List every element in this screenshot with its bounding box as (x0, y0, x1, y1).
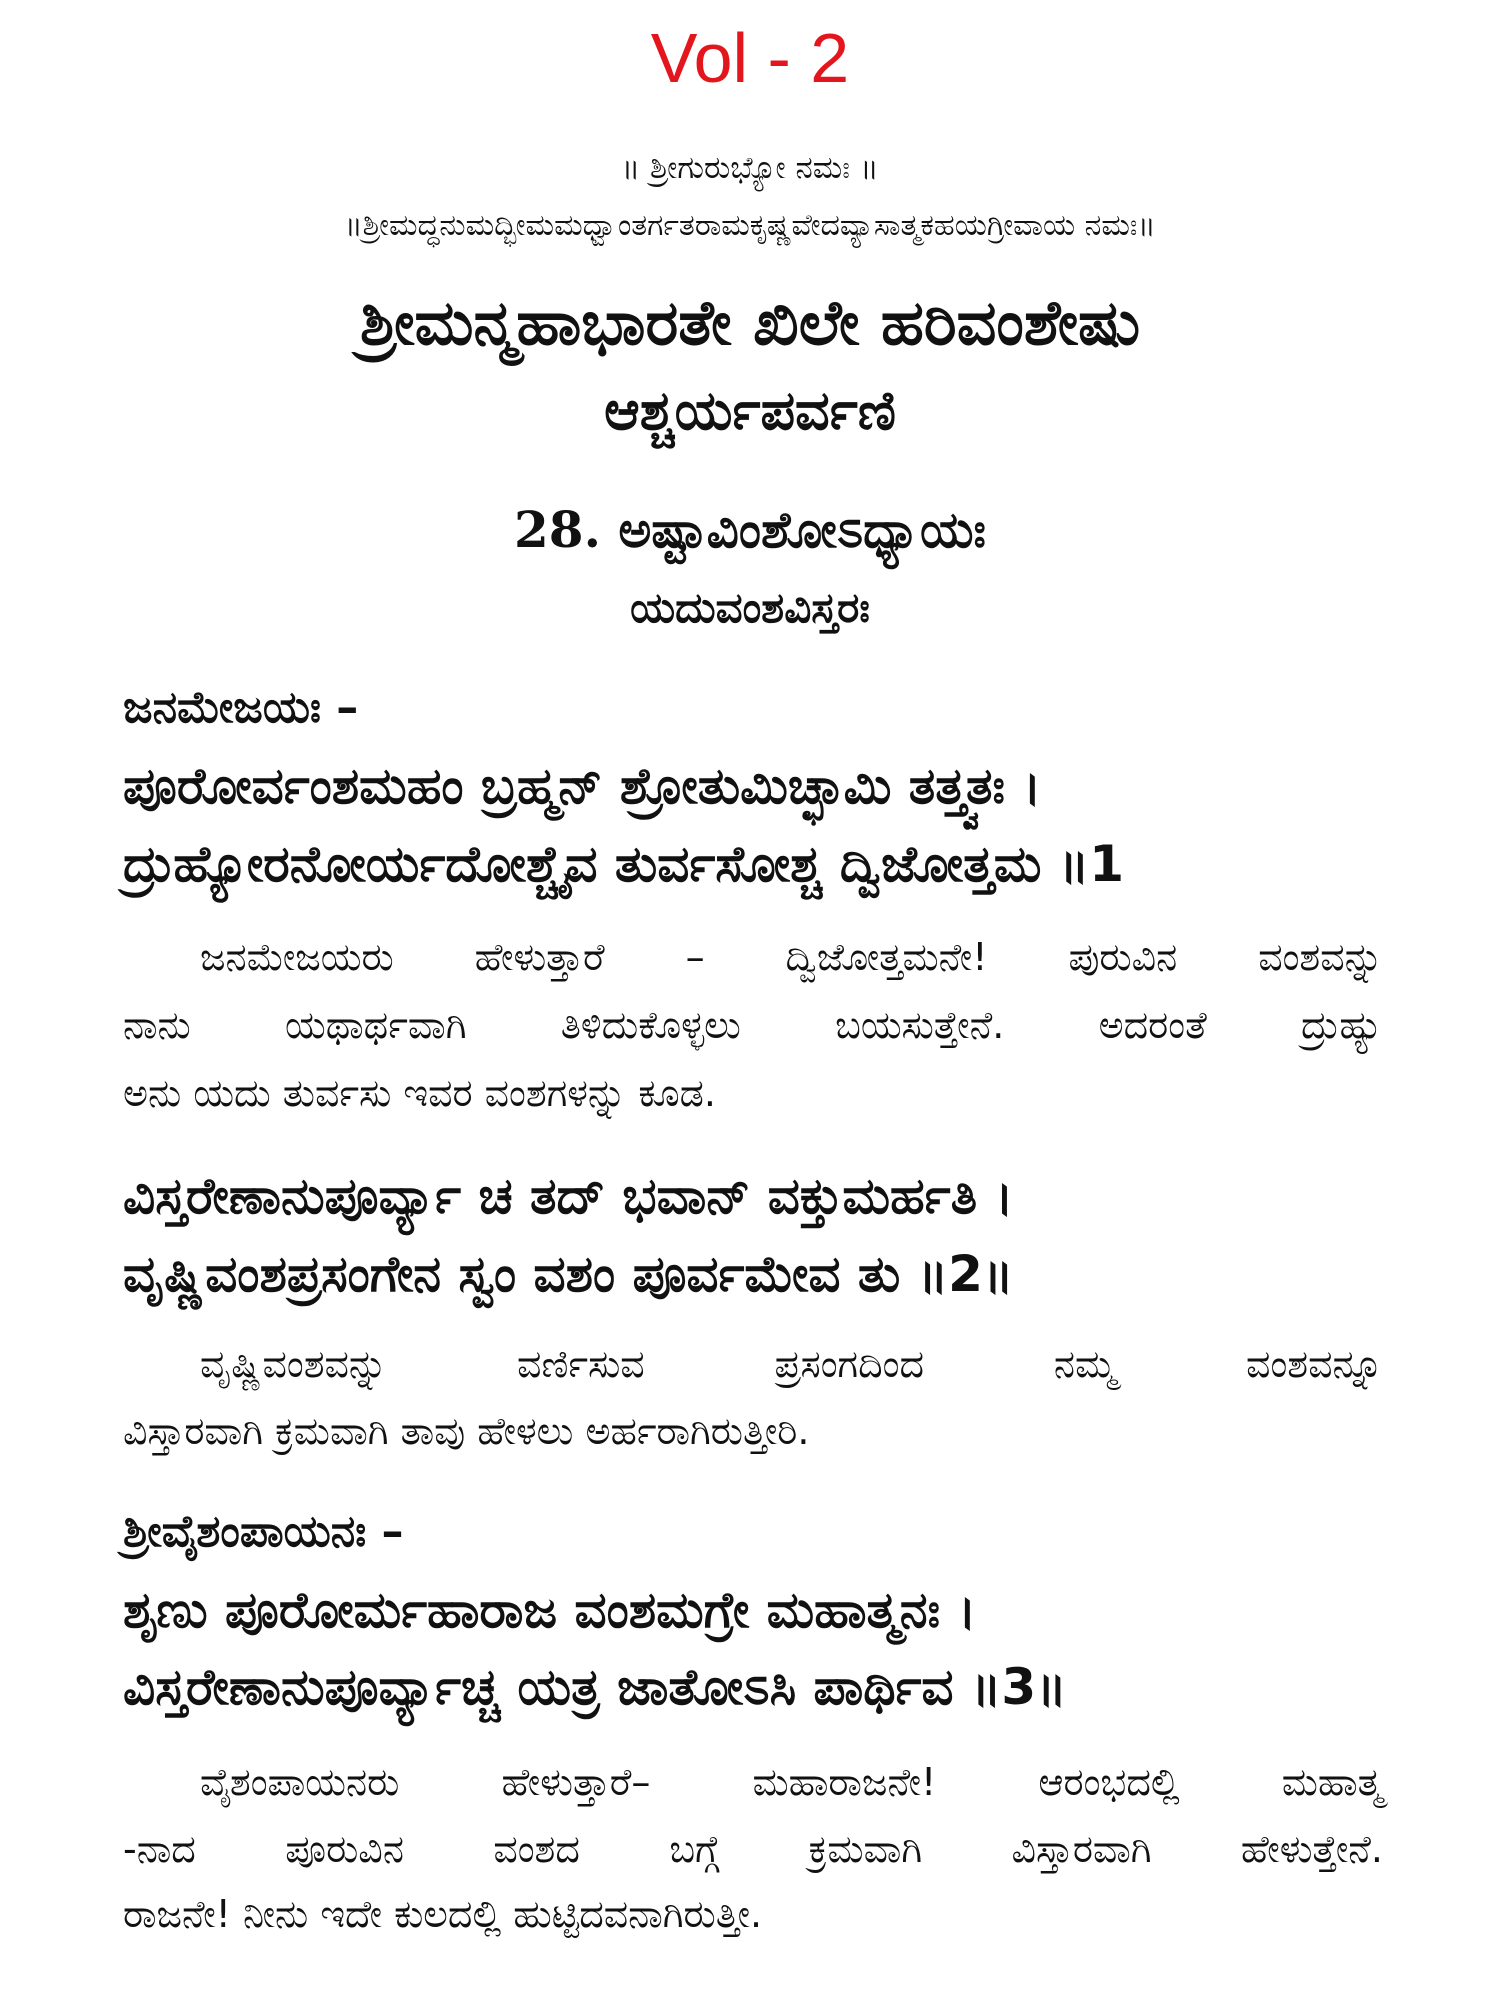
volume-label: Vol - 2 (650, 19, 850, 97)
chapter-heading (60, 497, 1440, 563)
invocation-line-hayagriva: ॥ಶ್ರೀಮದ್ಧನುಮದ್ಭೀಮಮಧ್ವಾಂತರ್ಗತರಾಮಕೃಷ್ಣವೇದವ್ಯಾಸಾತ್ಮಕಹಯಗ್ರೀವಾಯ ನಮಃ॥ (344, 208, 1156, 243)
chapter-subtitle: ಯದುವಂಶವಿಸ್ತರಃ (630, 583, 870, 632)
verse-line: ಶೃಣು ಪೂರೋರ್ಮಹಾರಾಜ ವಂಶಮಗ್ರೇ ಮಹಾತ್ಮನಃ । (123, 1581, 977, 1639)
parva-title: ಆಶ್ಚರ್ಯಪರ್ವಣಿ (604, 379, 896, 442)
verse-line: ಪೂರೋರ್ವಂಶಮಹಂ ಬ್ರಹ್ಮನ್ ಶ್ರೋತುಮಿಚ್ಛಾಮಿ ತತ್ತ್ವತಃ । (123, 757, 1042, 815)
verse-line: ವೃಷ್ಣಿವಂಶಪ್ರಸಂಗೇನ ಸ್ವಂ ವಶಂ ಪೂರ್ವಮೇವ ತು ॥2॥ (123, 1245, 1014, 1303)
translation-line: ವಿಸ್ತಾರವಾಗಿ ಕ್ರಮವಾಗಿ ತಾವು ಹೇಳಲು ಅರ್ಹರಾಗಿರುತ್ತೀರಿ. (123, 1409, 810, 1453)
speaker-label-vaishampayana: ಶ್ರೀವೈಶಂಪಾಯನಃ – (123, 1506, 404, 1557)
translation-line: ರಾಜನೇ! ನೀನು ಇದೇ ಕುಲದಲ್ಲಿ ಹುಟ್ಟಿದವನಾಗಿರುತ್ತೀ. (123, 1892, 763, 1936)
translation-line: ನಾನು ಯಥಾರ್ಥವಾಗಿ ತಿಳಿದುಕೊಳ್ಳಲು ಬಯಸುತ್ತೇನೆ. ಅದರಂತೆ ದ್ರುಹ್ಯು (123, 1003, 1383, 1047)
speaker-label-janamejaya: ಜನಮೇಜಯಃ – (123, 682, 359, 733)
work-title: ಶ್ರೀಮನ್ಮಹಾಭಾರತೇ ಖಿಲೇ ಹರಿವಂಶೇಷು (359, 286, 1141, 359)
translation-line: -ನಾದ ಪೂರುವಿನ ವಂಶದ ಬಗ್ಗೆ ಕ್ರಮವಾಗಿ ವಿಸ್ತಾರವಾಗಿ ಹೇಳುತ್ತೇನೆ. (123, 1827, 1383, 1871)
translation-line: ವೈಶಂಪಾಯನರು ಹೇಳುತ್ತಾರೆ– ಮಹಾರಾಜನೇ! ಆರಂಭದಲ್ಲಿ ಮಹಾತ್ಮ (200, 1760, 1383, 1804)
chapter-number: 28. (514, 500, 601, 559)
translation-line: ಅನು ಯದು ತುರ್ವಸು ಇವರ ವಂಶಗಳನ್ನು ಕೂಡ. (123, 1071, 716, 1115)
verse-line: ದ್ರುಹ್ಯೋರನೋರ್ಯದೋಶ್ಚೈವ ತುರ್ವಸೋಶ್ಚ ದ್ವಿಜೋತ್ತಮ ॥1 (123, 835, 1125, 893)
chapter-name: ಅಷ್ಟಾವಿಂಶೋಽಧ್ಯಾಯಃ (618, 501, 986, 559)
verse-line: ವಿಸ್ತರೇಣಾನುಪೂರ್ವ್ಯಾ ಚ ತದ್ ಭವಾನ್ ವಕ್ತುಮರ್ಹತಿ । (123, 1167, 1014, 1225)
translation-line: ಜನಮೇಜಯರು ಹೇಳುತ್ತಾರೆ – ದ್ವಿಜೋತ್ತಮನೇ! ಪುರುವಿನ ವಂಶವನ್ನು (200, 935, 1383, 979)
translation-line: ವೃಷ್ಣಿವಂಶವನ್ನು ವರ್ಣಿಸುವ ಪ್ರಸಂಗದಿಂದ ನಮ್ಮ ವಂಶವನ್ನೂ (200, 1342, 1383, 1386)
invocation-line-guru: ॥ ಶ್ರೀಗುರುಭ್ಯೋ ನಮಃ ॥ (621, 150, 879, 186)
verse-line: ವಿಸ್ತರೇಣಾನುಪೂರ್ವ್ಯಾಚ್ಚ ಯತ್ರ ಜಾತೋಽಸಿ ಪಾರ್ಥಿವ ॥3॥ (123, 1658, 1067, 1716)
